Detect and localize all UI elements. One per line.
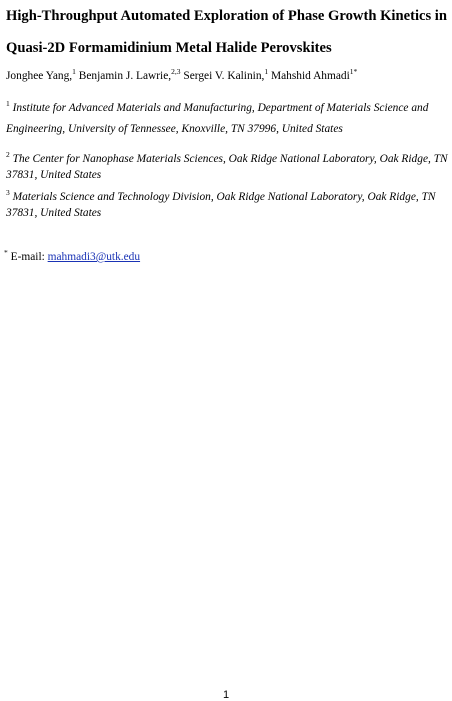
affiliation-mark: 3 [6, 188, 10, 198]
email-label: E-mail: [10, 251, 45, 263]
author-affiliation-mark: 1 [72, 67, 76, 77]
corresponding-email [4, 250, 140, 264]
author-name: Mahshid Ahmadi [270, 70, 350, 82]
author-affiliation-mark: 1* [349, 67, 358, 77]
affiliation-text: Materials Science and Technology Division, Oak Ridge National Laboratory, Oak Ridge, TN 37831, United States [6, 191, 436, 219]
author-name: Benjamin J. Lawrie, [78, 70, 172, 82]
email-link[interactable]: mahmadi3@utk.edu [47, 251, 141, 263]
affiliation-3 [6, 189, 452, 221]
affiliation-1 [6, 98, 452, 140]
author-name: Jonghee Yang, [6, 70, 73, 82]
affiliation-text: The Center for Nanophase Materials Sciences, Oak Ridge National Laboratory, Oak Ridge, TN 37831, United States [6, 153, 448, 181]
paper-title [6, 0, 450, 64]
affiliation-text: Institute for Advanced Materials and Manufacturing, Department of Materials Science and Engineering, University of Tennessee, Knoxville, TN 37996, United States [6, 102, 429, 135]
page-number: 1 [222, 689, 230, 701]
email-star: * [4, 248, 8, 258]
author-name: Sergei V. Kalinin, [183, 70, 265, 82]
title-line-2: Quasi-2D Formamidinium Metal Halide Perovskites [6, 40, 332, 56]
affiliation-mark: 1 [6, 99, 10, 109]
affiliation-2 [6, 151, 452, 183]
affiliation-mark: 2 [6, 150, 10, 160]
title-line-1: High-Throughput Automated Exploration of Phase Growth Kinetics in [6, 8, 447, 24]
author-list [6, 69, 450, 83]
author-affiliation-mark: 2,3 [171, 67, 181, 77]
author-affiliation-mark: 1 [264, 67, 269, 77]
